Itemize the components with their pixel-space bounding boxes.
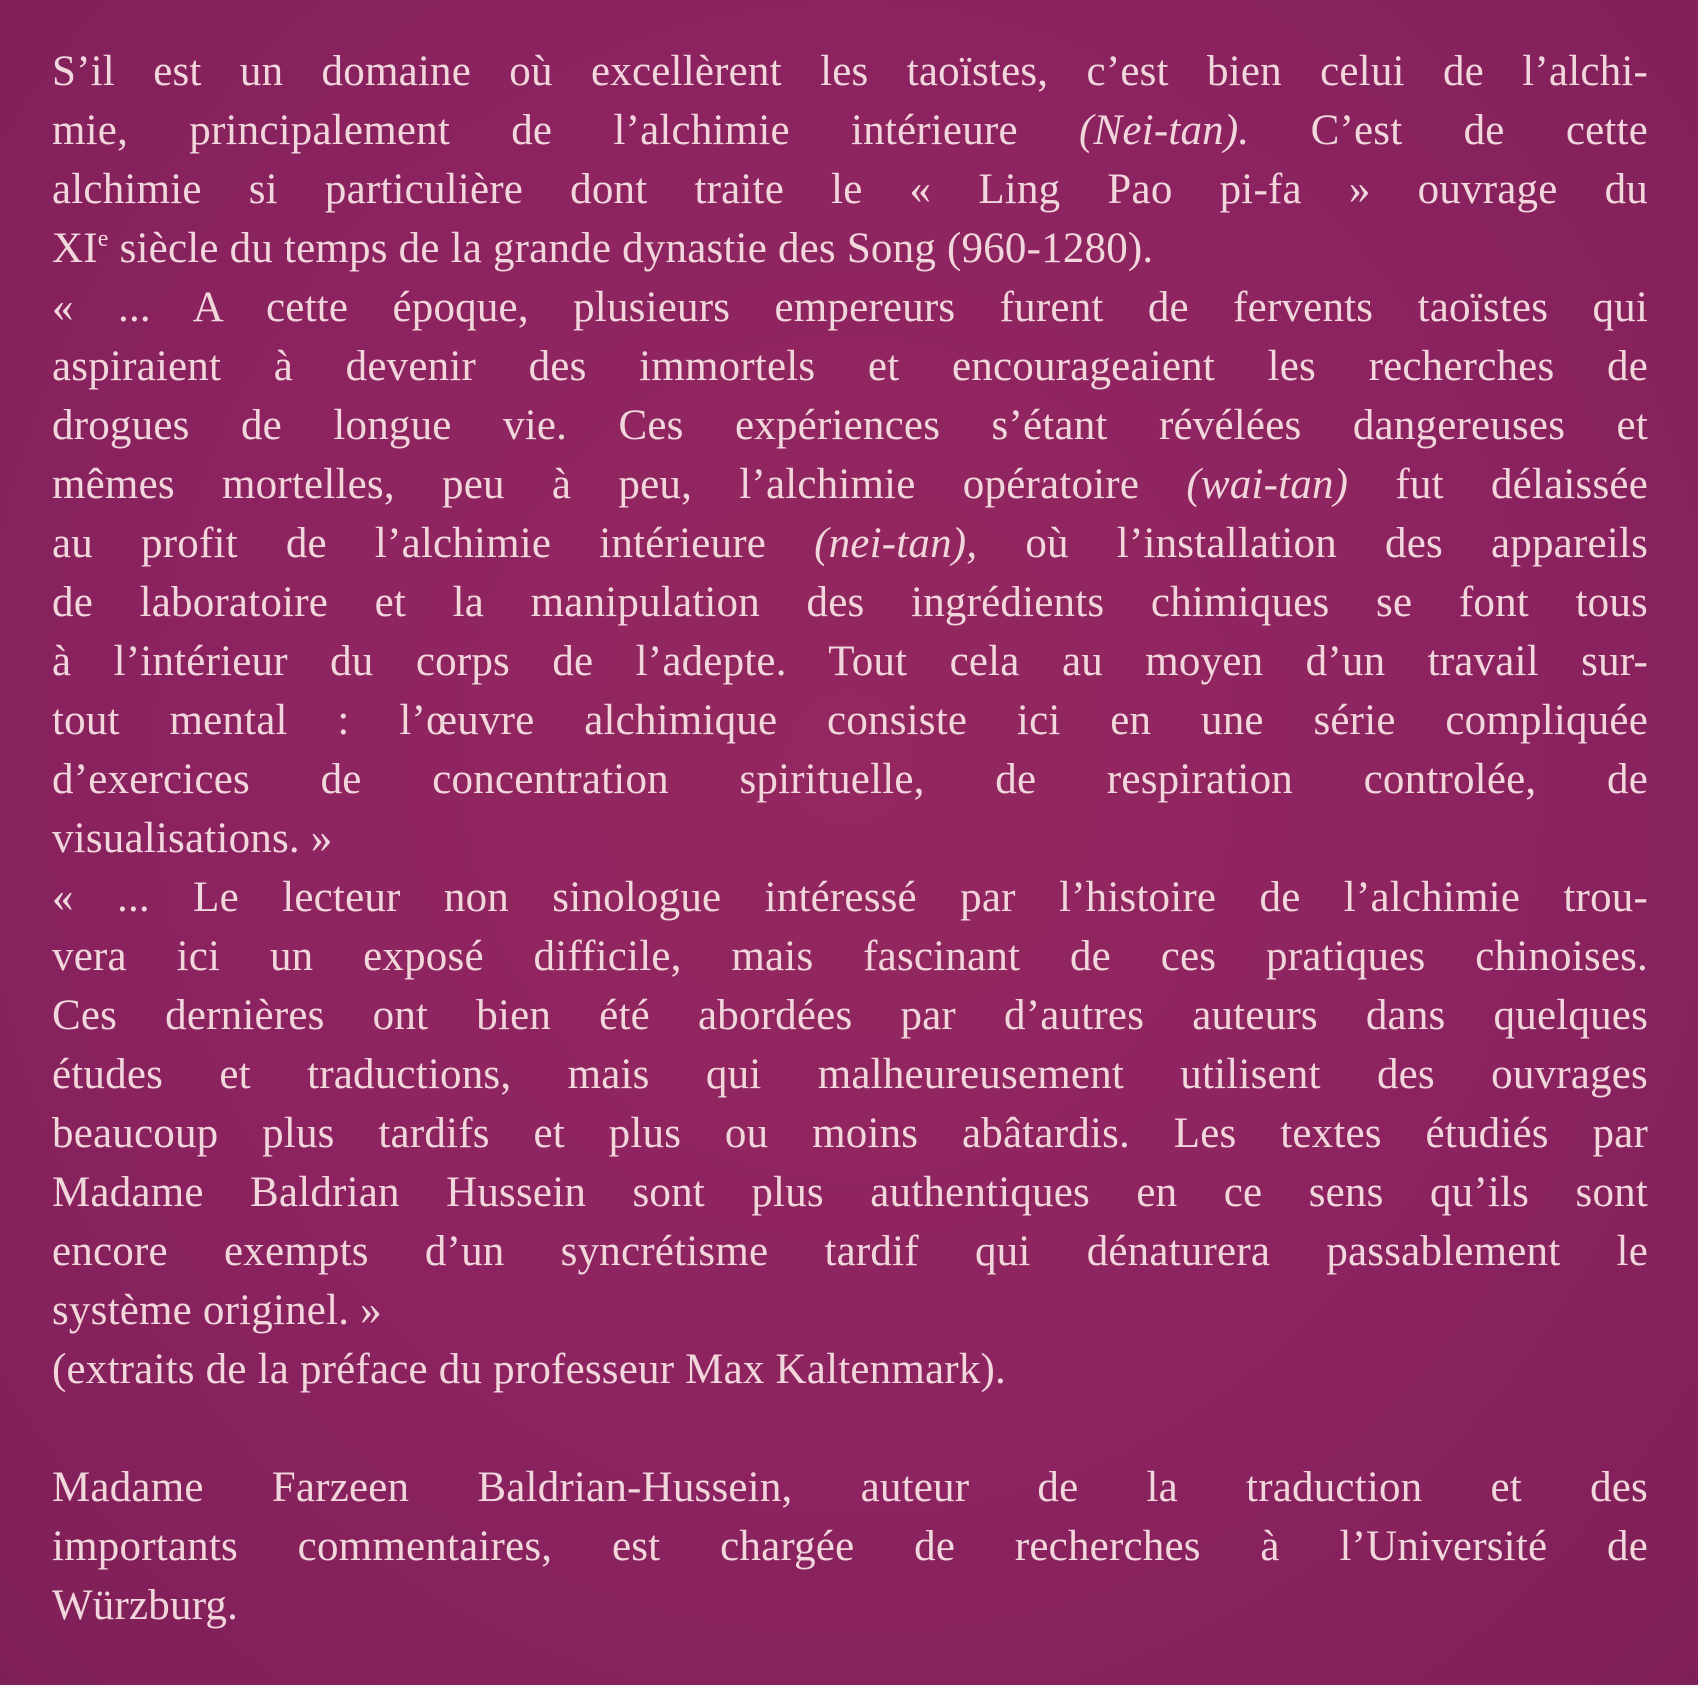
text-line: (extraits de la préface du professeur Max Kaltenmark).: [52, 1346, 1006, 1393]
text-line: de laboratoire et la manipulation des ingrédients chimiques se font tous: [52, 579, 1648, 626]
text-line: Ces dernières ont bien été abordées par d’autres auteurs dans quelques: [52, 992, 1648, 1039]
superscript: e: [97, 226, 109, 252]
paragraph-gap: [52, 1399, 1648, 1458]
text-line: visualisations. »: [52, 815, 333, 862]
text-line: alchimie si particulière dont traite le « Ling Pao pi-fa » ouvrage du: [52, 166, 1648, 213]
paragraph-quote-2: [52, 868, 1648, 1340]
italic-term: (Nei-tan).: [1078, 107, 1250, 154]
text-line: « ... Le lecteur non sinologue intéressé par l’histoire de l’alchimie trou-: [52, 874, 1648, 921]
text-line: aspiraient à devenir des immortels et encourageaient les recherches de: [52, 343, 1648, 390]
text-line: Madame Baldrian Hussein sont plus authentiques en ce sens qu’ils sont: [52, 1169, 1648, 1216]
text-line: Madame Farzeen Baldrian-Hussein, auteur de la traduction et des: [52, 1464, 1648, 1511]
paragraph-attribution: [52, 1340, 1648, 1399]
text-line: vera ici un exposé difficile, mais fascinant de ces pratiques chinoises.: [52, 933, 1648, 980]
text-line: à l’intérieur du corps de l’adepte. Tout cela au moyen d’un travail sur-: [52, 638, 1648, 685]
text-line: encore exempts d’un syncrétisme tardif qui dénaturera passablement le: [52, 1228, 1648, 1275]
text-line: système originel. »: [52, 1287, 382, 1334]
text-line: d’exercices de concentration spirituelle, de respiration controlée, de: [52, 756, 1648, 803]
paragraph-quote-1: [52, 278, 1648, 868]
text-line: drogues de longue vie. Ces expériences s’étant révélées dangereuses et: [52, 402, 1648, 449]
italic-term: (wai-tan): [1186, 461, 1349, 508]
text-line: Würzburg.: [52, 1582, 239, 1629]
text-line: tout mental : l’œuvre alchimique consiste ici en une série compliquée: [52, 697, 1648, 744]
text-line: au profit de l’alchimie intérieure (nei-tan), où l’installation des appareils: [52, 520, 1648, 567]
text-body: [52, 42, 1648, 1635]
text-line: XIe siècle du temps de la grande dynastie des Song (960-1280).: [52, 225, 1154, 272]
text-line: mie, principalement de l’alchimie intérieure (Nei-tan). C’est de cette: [52, 107, 1648, 154]
italic-term: (nei-tan),: [814, 520, 978, 567]
text-line: études et traductions, mais qui malheureusement utilisent des ouvrages: [52, 1051, 1648, 1098]
paragraph-intro: [52, 42, 1648, 278]
text-line: mêmes mortelles, peu à peu, l’alchimie opératoire (wai-tan) fut délaissée: [52, 461, 1648, 508]
text-line: S’il est un domaine où excellèrent les taoïstes, c’est bien celui de l’alchi-: [52, 48, 1648, 95]
text-line: « ... A cette époque, plusieurs empereurs furent de fervents taoïstes qui: [52, 284, 1648, 331]
text-line: importants commentaires, est chargée de recherches à l’Université de: [52, 1523, 1648, 1570]
text-line: beaucoup plus tardifs et plus ou moins abâtardis. Les textes étudiés par: [52, 1110, 1648, 1157]
paragraph-author: [52, 1458, 1648, 1635]
